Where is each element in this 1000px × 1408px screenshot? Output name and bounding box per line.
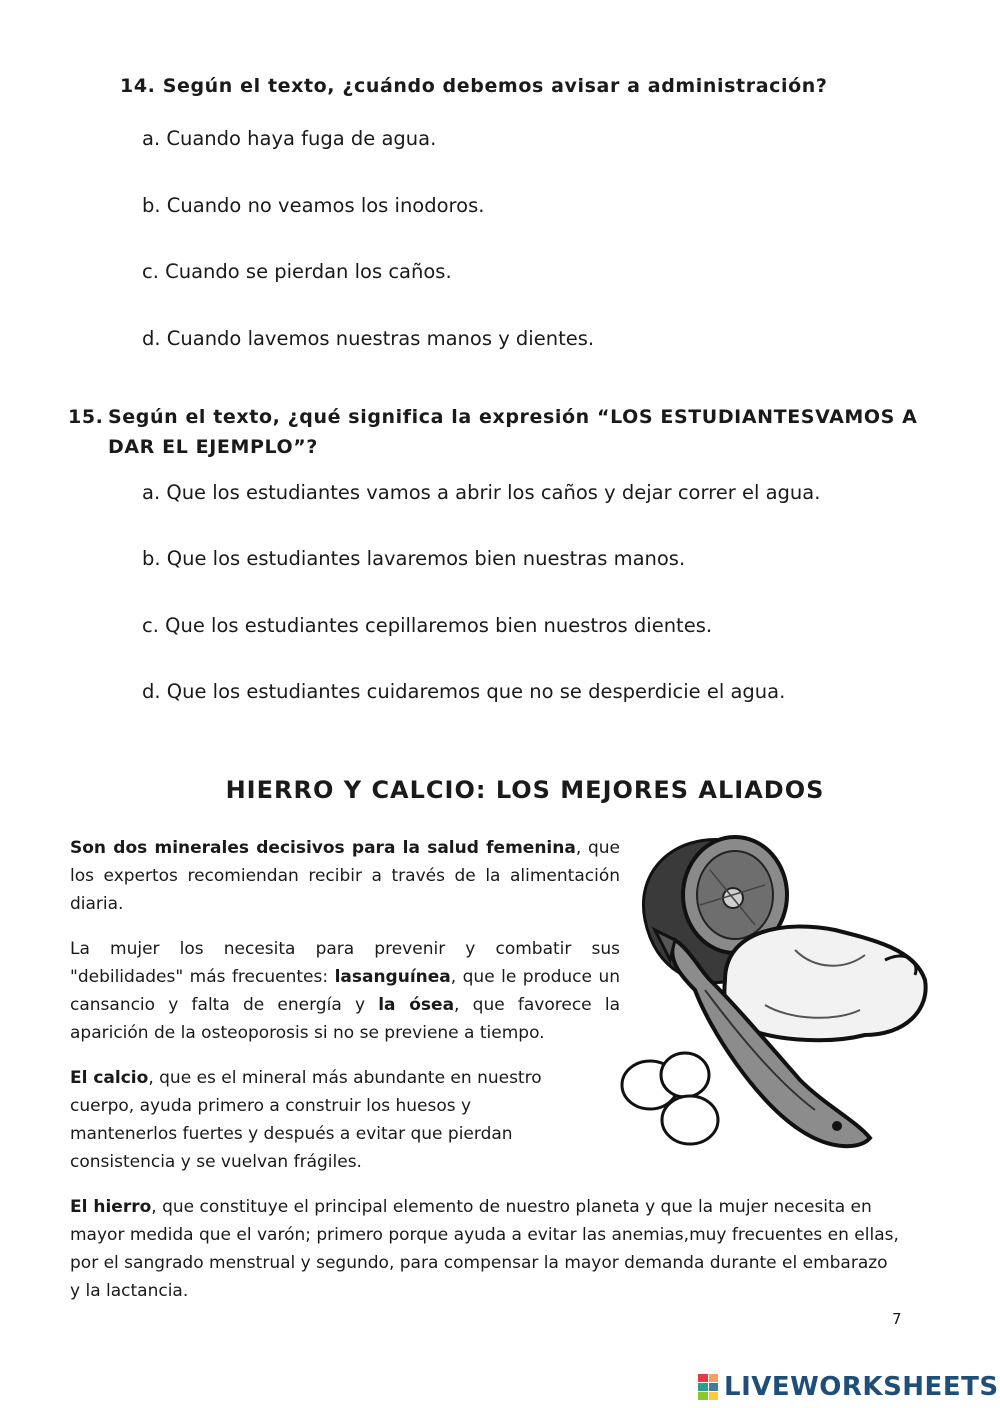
p2-text-c: , que favorece la aparición de la osteoporosis si no se previene a tiempo. (70, 995, 620, 1043)
eggs-icon (622, 1053, 718, 1144)
q14-option-d: d. Cuando lavemos nuestras manos y dientes. (142, 327, 595, 350)
brand-name: LIVEWORKSHEETS (724, 1372, 999, 1402)
p4-text: , que constituye el principal elemento de nuestro planeta y que la mujer necesita en mayor medida que el varón; primero porque ayuda a evitar las anemias,muy frecuentes en ellas, por el sangrado menstrual y segundo, para compensar la mayor demanda durante el embarazo y la lactancia. (70, 1197, 899, 1301)
p3-line-2: cuerpo, ayuda primero a construir los huesos y (70, 1096, 472, 1116)
brand-logo (698, 1372, 999, 1402)
q15-option-c: c. Que los estudiantes cepillaremos bien nuestros dientes. (142, 614, 713, 637)
p4-bold: El hierro (70, 1197, 152, 1217)
p1-text: , que los expertos recomiendan recibir a través de la alimentación diaria. (70, 838, 620, 914)
paragraph-3 (70, 1064, 600, 1176)
p3-line-1 (70, 1064, 600, 1092)
p1-bold: Son dos minerales decisivos para la salud femenina (70, 838, 576, 858)
p3-line-4: consistencia y se vuelvan frágiles. (70, 1152, 362, 1172)
p2-text-b: , que le produce un cansancio y falta de energía y (70, 967, 621, 1015)
q14-option-a: a. Cuando haya fuga de agua. (142, 127, 437, 150)
question-number: 15. (68, 406, 104, 428)
question-14 (120, 75, 828, 97)
q14-option-b: b. Cuando no veamos los inodoros. (142, 194, 485, 217)
q15-option-a: a. Que los estudiantes vamos a abrir los caños y dejar correr el agua. (142, 481, 821, 504)
paragraph-1 (70, 834, 620, 918)
p3-line-3: mantenerlos fuertes y después a evitar que pierdan (70, 1124, 513, 1144)
article-title: HIERRO Y CALCIO: LOS MEJORES ALIADOS (225, 776, 825, 804)
question-number: 14. (120, 75, 156, 97)
q15-option-d: d. Que los estudiantes cuidaremos que no se desperdicie el agua. (142, 680, 786, 703)
p3-text-1: , que es el mineral más abundante en nuestro (148, 1068, 542, 1088)
q14-option-c: c. Cuando se pierdan los caños. (142, 260, 452, 283)
question-15 (68, 402, 928, 462)
paragraph-4 (70, 1193, 900, 1305)
chicken-icon (724, 927, 925, 1041)
brand-icon (698, 1374, 718, 1400)
p2-bold-2: la ósea (378, 995, 455, 1015)
page-number: 7 (892, 1310, 902, 1328)
p3-bold: El calcio (70, 1068, 149, 1088)
food-illustration (615, 830, 935, 1170)
q15-option-b: b. Que los estudiantes lavaremos bien nuestras manos. (142, 547, 686, 570)
p2-text-a: La mujer los necesita para prevenir y combatir sus "debilidades" más frecuentes: (70, 939, 620, 987)
p2-bold-1: lasanguínea (334, 967, 451, 987)
question-text: Según el texto, ¿qué significa la expresión “LOS ESTUDIANTESVAMOS A DAR EL EJEMPLO”? (108, 406, 918, 458)
paragraph-2 (70, 935, 620, 1047)
question-text: Según el texto, ¿cuándo debemos avisar a administración? (162, 75, 828, 97)
